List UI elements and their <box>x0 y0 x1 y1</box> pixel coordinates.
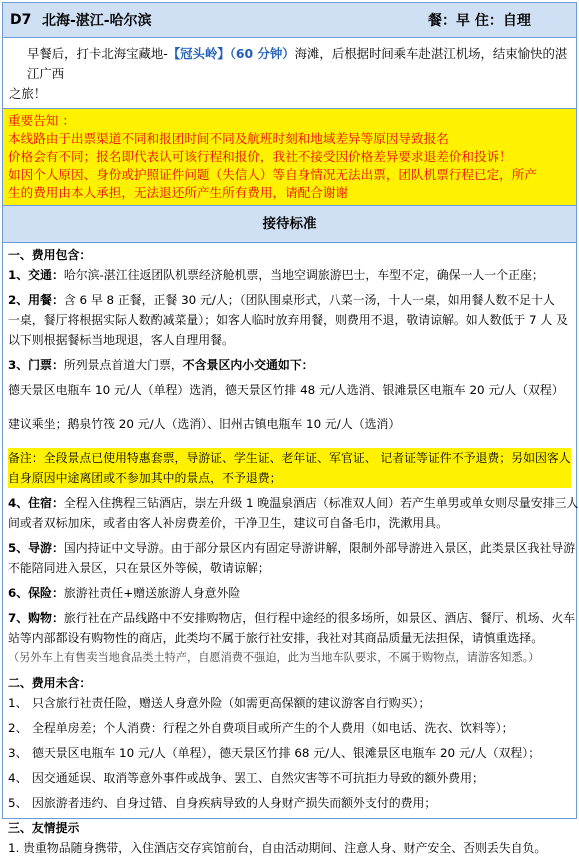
day-label: D7 <box>10 12 32 28</box>
excluded-item <box>8 768 571 788</box>
ticket-text-3: 建议乘坐；鹅泉竹筏 20 元/人（选消）、旧州古镇电瓶车 10 元/人（选消） <box>8 417 401 431</box>
item-number: 5、 <box>8 796 28 810</box>
item-number: 4、 <box>8 771 28 785</box>
included-heading: 一、费用包含： <box>8 248 92 262</box>
intro-text-3: 之旅！ <box>9 86 47 101</box>
shopping-text: 旅行社在产品线路中不安排购物店，但行程中途经的很多场所，如景区、酒店、餐厅、机场、火车 <box>63 611 576 625</box>
excluded-item <box>8 793 571 813</box>
remark-line: 备注：全段景点已使用特惠套票，导游证、学生证、老年证、军官证、 记者证等证件不予退费；另如因客人 <box>8 451 571 465</box>
day-description <box>3 38 576 109</box>
remark-highlight <box>8 448 571 488</box>
shopping-text-2: 站等内部都设有购物性的商店，此类均不属于旅行社安排，我社对其商品质量无法担保，请慎重选择。 <box>8 631 544 645</box>
hotel-text-2: 间或者双标加床，或者由客人补房费差价，干净卫生，建议可自备毛巾，洗漱用具。 <box>8 516 448 530</box>
excluded-item <box>8 743 571 763</box>
item-number: 3、 <box>8 746 28 760</box>
section-title: 接待标准 <box>3 206 576 243</box>
notice-line: 本线路由于出票渠道不同和报团时间不同及航班时刻和地域差异等原因导致报名 <box>8 131 449 146</box>
guide-text-2: 不能陪同进入景区，只在景区外等候，敬请谅解； <box>8 561 270 575</box>
insurance-label: 6、保险： <box>8 586 64 600</box>
item-text: 只含旅行社责任险，赠送人身意外险（如需更高保额的建议游客自行购买）； <box>32 696 431 710</box>
guide-text: 国内持证中文导游。由于部分景区内有固定导游讲解，限制外部导游进入景区，此类景区我社导游 <box>63 541 576 555</box>
shopping-label: 7、购物： <box>8 611 64 625</box>
notice-line: 如因个人原因、身份或护照证件问题（失信人）等自身情况无法出票，团队机票行程已定，所产 <box>8 167 537 182</box>
meal-text-3: 以下则根据餐标当地现退，客人自理用餐。 <box>8 333 234 347</box>
shopping-note: （另外车上有售卖当地食品类土特产，自愿消费不强迫，此为当地车队要求，不属于购物点，请游客知悉。） <box>8 651 540 664</box>
itinerary-card <box>2 2 579 855</box>
meal-label: 2、用餐： <box>8 293 64 307</box>
guide-label: 5、导游： <box>8 541 64 555</box>
traffic-text: 哈尔滨-湛江往返团队机票经济舱机票，当地空调旅游巴士，车型不定，确保一人一个正座； <box>63 268 544 282</box>
intro-text: 早餐后，打卡北海宝藏地- <box>27 46 168 61</box>
ticket-text: 所列景点首道大门票， <box>63 358 183 372</box>
traffic-label: 1、交通： <box>8 268 64 282</box>
item-number: 2、 <box>8 721 28 735</box>
tips-line: 1. 贵重物品随身携带，入住酒店交存宾馆前台，自由活动期间、注意人身、财产安全、否则丢失自负。 <box>8 841 547 855</box>
ticket-exclusion: 不含景区内小交通如下： <box>182 358 314 372</box>
item-text: 因旅游者违约、自身过错、自身疾病导致的人身财产损失而额外支付的费用； <box>32 796 437 810</box>
item-text: 德天景区电瓶车 10 元/人（单程），德天景区竹排 68 元/人、银滩景区电瓶车 20 元/人（双程）； <box>32 746 541 760</box>
insurance-text: 旅游社责任+赠送旅游人身意外险 <box>63 586 241 600</box>
important-notice <box>3 109 576 206</box>
spot-highlight: 【冠头岭】（60 分钟） <box>167 46 295 61</box>
meal-text: 含 6 早 8 正餐，正餐 30 元/人；（团队围桌形式，八菜一汤，十人一桌，如用餐人数不足十人 <box>63 293 555 307</box>
item-text: 因交通延误、取消等意外事件或战争、罢工、自然灾害等不可抗拒力导致的额外费用； <box>32 771 484 785</box>
notice-line: 生的费用由本人承担，无法退还所产生所有费用，请配合谢谢 <box>8 185 349 200</box>
meal-text-2: 一桌，餐厅将根据实际人数酌减菜量）；如客人临时放弃用餐，则费用不退，敬请谅解。如人数低于 7 人 及 <box>8 313 568 327</box>
ticket-text-2: 德天景区电瓶车 10 元/人（单程）选消，德天景区竹排 48 元/人选消、银滩景区电瓶车 20 元/人（双程） <box>8 383 564 397</box>
hotel-label: 4、住宿： <box>8 496 64 510</box>
notice-title: 重要告知 ： <box>8 113 75 128</box>
item-text: 全程单房差；个人消费：行程之外自费项目或所产生的个人费用（如电话、洗衣、饮料等）； <box>32 721 514 735</box>
day-header <box>3 3 576 38</box>
remark-line-2: 自身原因中途离团或不参加其中的景点，不予退费； <box>8 471 282 485</box>
ticket-label: 3、门票： <box>8 358 64 372</box>
route-title: 北海-湛江-哈尔滨 <box>42 13 152 29</box>
intro-text-2: 海滩，后根据时间乘车赴湛江机场，结束愉快的湛江广西 <box>27 46 568 81</box>
excluded-item <box>8 718 571 738</box>
tips-heading: 三、友情提示 <box>8 821 80 835</box>
excluded-item <box>8 693 571 713</box>
reception-standards <box>3 243 579 860</box>
notice-line: 价格会有不同；报名即代表认可该行程和报价，我社不接受因价格差异要求退差价和投诉！ <box>8 149 512 164</box>
hotel-text: 全程入住携程三钻酒店，崇左升级 1 晚温泉酒店（标准双人间）若产生单男或单女则尽量安排三人 <box>63 496 579 510</box>
item-number: 1、 <box>8 696 28 710</box>
meals-accommodation: 餐：早 住：自理 <box>428 13 531 29</box>
excluded-heading: 二、费用未含： <box>8 676 92 690</box>
